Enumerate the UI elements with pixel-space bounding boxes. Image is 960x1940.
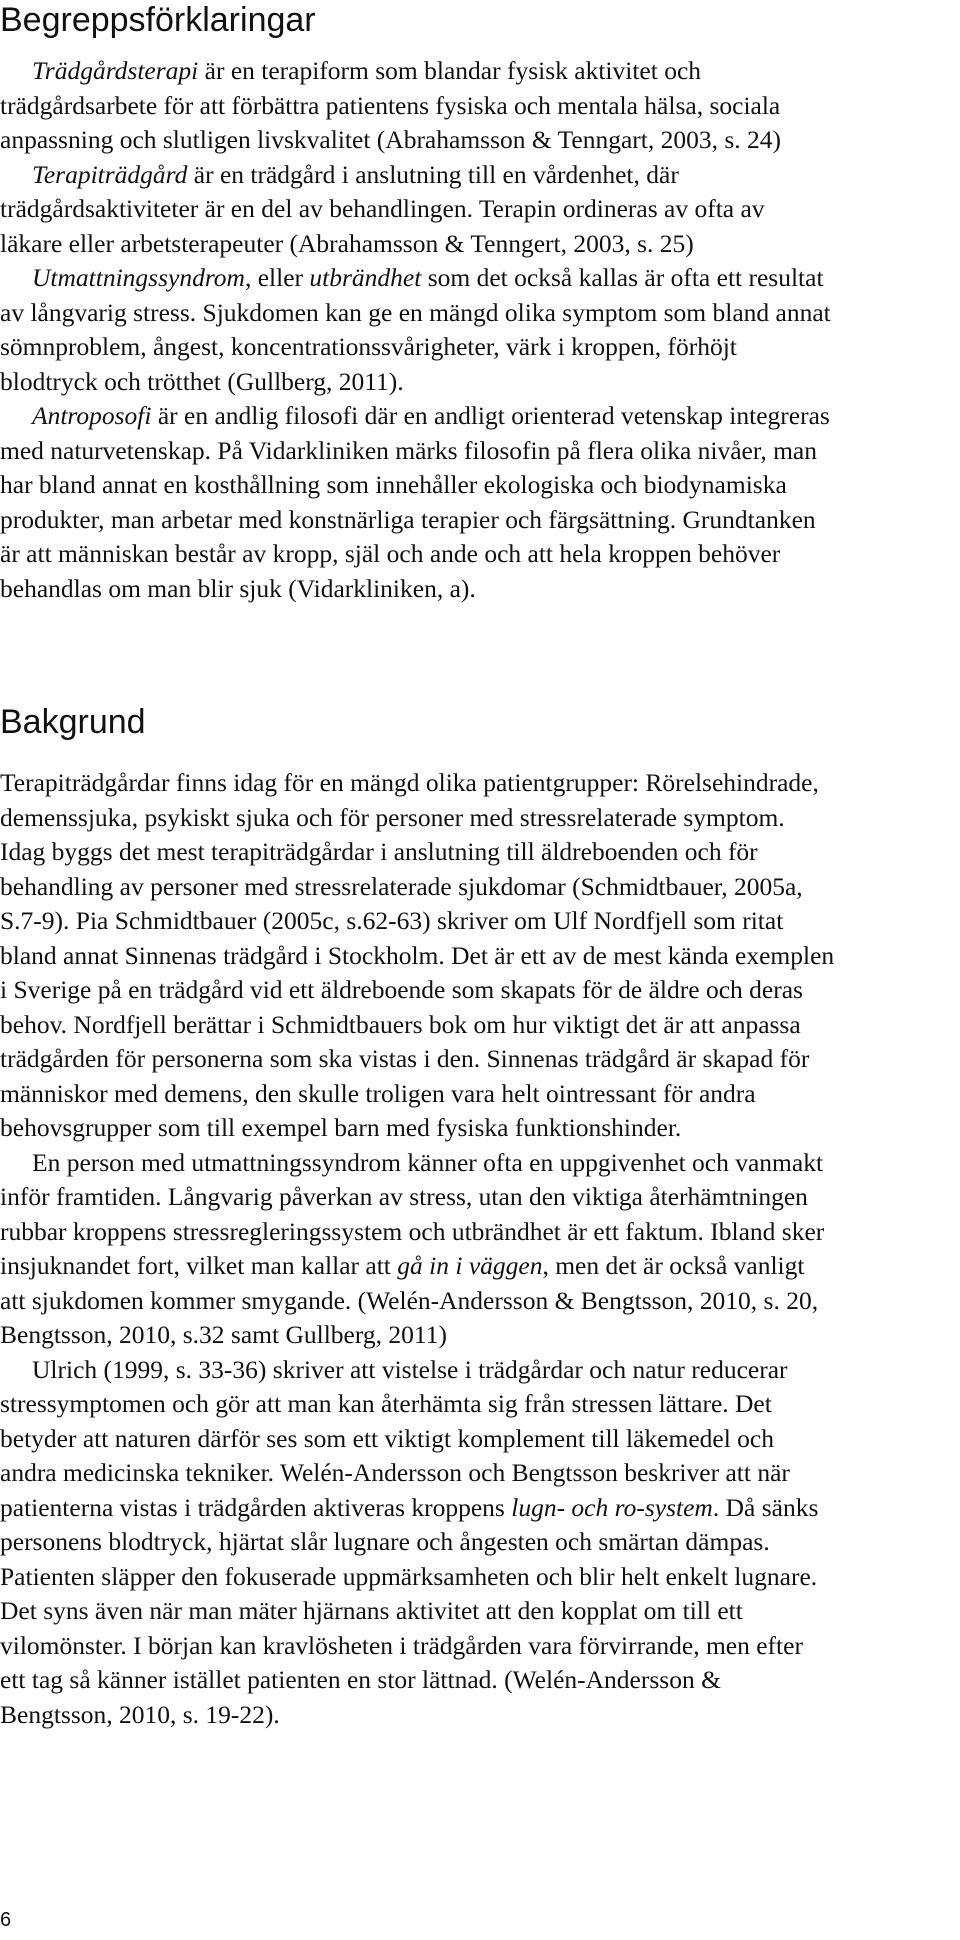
text-line xyxy=(0,1146,946,1181)
text-line xyxy=(0,1560,946,1595)
text-line xyxy=(0,870,946,905)
text-segment: är att människan består av kropp, själ och ande och att hela kroppen behöver xyxy=(0,539,781,568)
text-line xyxy=(0,766,946,801)
text-segment: . Då sänks xyxy=(712,1492,819,1522)
text-line xyxy=(0,1042,946,1077)
background-body xyxy=(0,766,946,1732)
text-segment: Ulrich (1999, s. 33-36) skriver att vistelse i trädgårdar och natur reducerar xyxy=(32,1354,788,1384)
text-segment: insjuknandet fort, vilket man kallar att xyxy=(0,1251,398,1280)
text-line xyxy=(0,973,946,1008)
text-segment: Patienten släpper den fokuserade uppmärksamheten och blir helt enkelt lugnare. xyxy=(0,1561,818,1591)
italic-term: lugn- och ro-system xyxy=(511,1492,713,1522)
text-segment: är en trädgård i anslutning till en vårdenhet, där xyxy=(187,159,679,189)
text-line xyxy=(0,904,946,939)
text-line xyxy=(0,1077,946,1112)
text-segment: vilomönster. I början kan kravlösheten i trädgården vara förvirrande, men efter xyxy=(0,1630,803,1660)
text-line xyxy=(0,123,946,158)
text-line xyxy=(0,572,946,607)
text-line xyxy=(0,1456,946,1491)
text-segment: , eller xyxy=(244,263,310,292)
text-segment: inför framtiden. Långvarig påverkan av stress, utan den viktiga återhämtningen xyxy=(0,1182,808,1211)
italic-term: gå in i väggen xyxy=(397,1251,543,1280)
text-segment: trädgårdsaktiviteter är en del av behandlingen. Terapin ordineras av ofta av xyxy=(0,194,765,223)
text-segment: behov. Nordfjell berättar i Schmidtbauers bok om hur viktigt det är att anpassa xyxy=(0,1009,801,1039)
text-line xyxy=(0,801,946,836)
text-segment: bland annat Sinnenas trädgård i Stockholm. Det är ett av de mest kända exemplen xyxy=(0,940,835,970)
text-segment: Bengtsson, 2010, s. 19-22). xyxy=(0,1699,280,1729)
text-segment: personens blodtryck, hjärtat slår lugnare och ångesten och smärtan dämpas. xyxy=(0,1527,770,1556)
text-line xyxy=(0,1008,946,1043)
text-line xyxy=(0,227,946,262)
text-line xyxy=(0,296,946,331)
text-segment: att sjukdomen kommer smygande. (Welén-Andersson & Bengtsson, 2010, s. 20, xyxy=(0,1285,819,1315)
text-segment: ett tag så känner istället patienten en stor lättnad. (Welén-Andersson & xyxy=(0,1665,721,1694)
text-line xyxy=(0,939,946,974)
heading-background: Bakgrund xyxy=(0,703,146,741)
text-segment: patienterna vistas i trädgården aktiveras kroppens xyxy=(0,1492,512,1522)
text-segment: En person med utmattningssyndrom känner ofta en uppgivenhet och vanmakt xyxy=(32,1147,824,1177)
italic-term: Antroposofi xyxy=(32,401,152,430)
text-segment: med naturvetenskap. På Vidarkliniken märks filosofin på flera olika nivåer, man xyxy=(0,435,817,465)
text-segment: rubbar kroppens stressregleringssystem och utbrändhet är ett faktum. Ibland sker xyxy=(0,1216,825,1246)
text-segment: Terapiträdgårdar finns idag för en mängd olika patientgrupper: Rörelsehindrade, xyxy=(0,768,819,797)
text-line xyxy=(0,192,946,227)
text-line xyxy=(0,1111,946,1146)
text-line xyxy=(0,1180,946,1215)
text-segment: läkare eller arbetsterapeuter (Abrahamsson & Tenngert, 2003, s. 25) xyxy=(0,228,694,258)
text-segment: , men det är också vanligt xyxy=(542,1251,805,1280)
text-line xyxy=(0,1525,946,1560)
text-segment: S.7-9). Pia Schmidtbauer (2005c, s.62-63) skriver om Ulf Nordfjell som ritat xyxy=(0,906,784,935)
text-segment: är en andlig filosofi där en andligt orienterad vetenskap integreras xyxy=(151,401,830,430)
text-line xyxy=(0,1629,946,1664)
text-line xyxy=(0,261,946,296)
text-line xyxy=(0,158,946,193)
text-line xyxy=(0,1491,946,1526)
text-segment: som det också kallas är ofta ett resultat xyxy=(421,263,824,292)
text-line xyxy=(0,1422,946,1457)
italic-term: Utmattningssyndrom xyxy=(32,263,245,292)
text-line xyxy=(0,1215,946,1250)
text-segment: av långvarig stress. Sjukdomen kan ge en mängd olika symptom som bland annat xyxy=(0,297,831,327)
text-line xyxy=(0,330,946,365)
text-segment: är en terapiform som blandar fysisk aktivitet och xyxy=(198,56,702,85)
text-segment: andra medicinska tekniker. Welén-Andersson och Bengtsson beskriver att när xyxy=(0,1458,790,1487)
text-line xyxy=(0,835,946,870)
text-line xyxy=(0,1663,946,1698)
text-segment: trädgården för personerna som ska vistas i den. Sinnenas trädgård är skapad för xyxy=(0,1044,810,1073)
text-line xyxy=(0,1594,946,1629)
text-segment: i Sverige på en trädgård vid ett äldreboende som skapats för de äldre och deras xyxy=(0,975,803,1004)
text-line xyxy=(0,365,946,400)
text-segment: blodtryck och trötthet (Gullberg, 2011). xyxy=(0,366,404,396)
text-line xyxy=(0,54,946,89)
text-segment: behandlas om man blir sjuk (Vidarkliniken, a). xyxy=(0,573,476,603)
page-number: 6 xyxy=(0,1909,12,1931)
text-line xyxy=(0,434,946,469)
heading-definitions: Begreppsförklaringar xyxy=(0,1,316,39)
text-segment: behandling av personer med stressrelaterade sjukdomar (Schmidtbauer, 2005a, xyxy=(0,871,803,901)
text-line xyxy=(0,1698,946,1733)
italic-term: Trädgårdsterapi xyxy=(32,56,199,85)
text-line xyxy=(0,1249,946,1284)
text-segment: stressymptomen och gör att man kan återhämta sig från stressen lättare. Det xyxy=(0,1389,772,1418)
text-line xyxy=(0,1318,946,1353)
text-line xyxy=(0,503,946,538)
text-segment: produkter, man arbetar med konstnärliga terapier och färgsättning. Grundtanken xyxy=(0,504,816,534)
text-line xyxy=(0,468,946,503)
text-segment: sömnproblem, ångest, koncentrationssvårigheter, värk i kroppen, förhöjt xyxy=(0,332,737,361)
text-segment: trädgårdsarbete för att förbättra patientens fysiska och mentala hälsa, sociala xyxy=(0,90,781,120)
text-line xyxy=(0,1387,946,1422)
text-segment: betyder att naturen därför ses som ett viktigt komplement till läkemedel och xyxy=(0,1423,774,1453)
text-line xyxy=(0,1353,946,1388)
text-segment: Idag byggs det mest terapiträdgårdar i anslutning till äldreboenden och för xyxy=(0,837,758,866)
text-segment: har bland annat en kosthållning som innehåller ekologiska och biodynamiska xyxy=(0,470,787,499)
text-segment: människor med demens, den skulle troligen vara helt ointressant för andra xyxy=(0,1078,756,1108)
italic-term: utbrändhet xyxy=(309,263,422,292)
text-segment: Bengtsson, 2010, s.32 samt Gullberg, 2011) xyxy=(0,1320,447,1349)
text-line xyxy=(0,89,946,124)
text-line xyxy=(0,537,946,572)
text-line xyxy=(0,1284,946,1319)
text-segment: demenssjuka, psykiskt sjuka och för personer med stressrelaterade symptom. xyxy=(0,802,785,832)
text-segment: anpassning och slutligen livskvalitet (Abrahamsson & Tenngart, 2003, s. 24) xyxy=(0,125,782,154)
text-line xyxy=(0,399,946,434)
italic-term: Terapiträdgård xyxy=(32,159,188,189)
definitions-body xyxy=(0,54,946,606)
text-segment: Det syns även när man mäter hjärnans aktivitet att den kopplat om till ett xyxy=(0,1596,743,1625)
text-segment: behovsgrupper som till exempel barn med fysiska funktionshinder. xyxy=(0,1113,682,1142)
